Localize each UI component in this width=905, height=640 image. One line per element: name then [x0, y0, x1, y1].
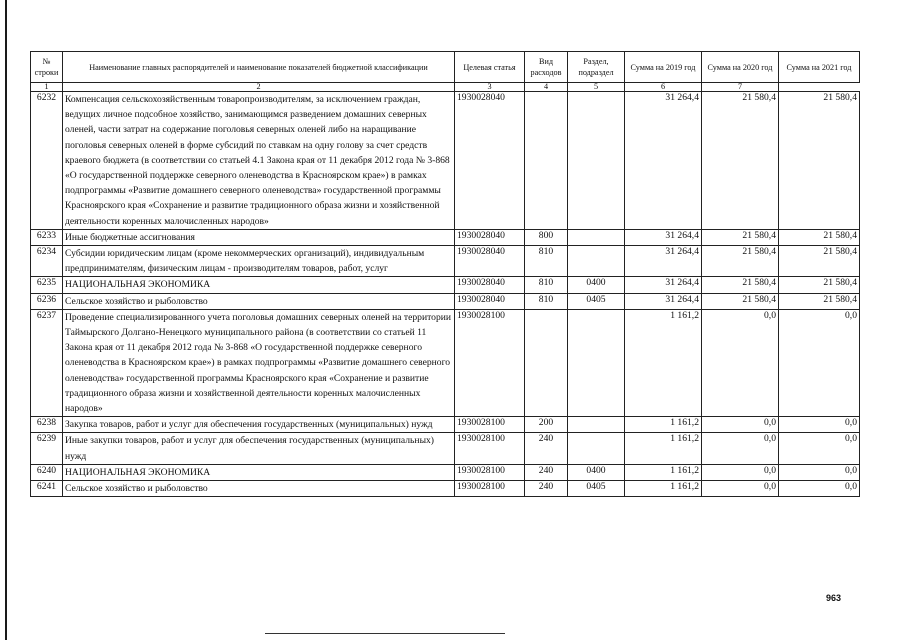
row-sum-2021: 21 580,4: [779, 246, 860, 277]
row-section: [568, 246, 625, 277]
row-section: 0405: [568, 481, 625, 497]
row-number: 6240: [31, 464, 63, 480]
table-row: [31, 417, 860, 433]
row-sum-2019: 31 264,4: [625, 246, 702, 277]
row-name: Сельское хозяйство и рыболовство: [63, 481, 455, 497]
table-row: [31, 464, 860, 480]
row-section: 0400: [568, 277, 625, 293]
row-expense-kind: 200: [525, 417, 568, 433]
row-section: 0405: [568, 293, 625, 309]
table-row: [31, 293, 860, 309]
row-expense-kind: 240: [525, 433, 568, 464]
header-target-article: Целевая статья: [455, 52, 525, 83]
row-number: 6237: [31, 309, 63, 416]
header-sum-2021: Сумма на 2021 год: [779, 52, 860, 83]
row-sum-2019: 31 264,4: [625, 92, 702, 230]
row-name: Закупка товаров, работ и услуг для обеспечения государственных (муниципальных) нужд: [63, 417, 455, 433]
row-number: 6232: [31, 92, 63, 230]
row-sum-2021: 0,0: [779, 433, 860, 464]
row-sum-2021: 21 580,4: [779, 229, 860, 245]
row-sum-2019: 1 161,2: [625, 309, 702, 416]
row-expense-kind: 240: [525, 481, 568, 497]
row-number: 6236: [31, 293, 63, 309]
row-name: Субсидии юридическим лицам (кроме некоммерческих организаций), индивидуальным предпринимателям, физическим лицам - производителям товаров, работ, услуг: [63, 246, 455, 277]
row-sum-2019: 31 264,4: [625, 229, 702, 245]
row-section: [568, 433, 625, 464]
row-target-article: 1930028040: [455, 229, 525, 245]
row-sum-2019: 1 161,2: [625, 433, 702, 464]
row-sum-2020: 21 580,4: [702, 92, 779, 230]
row-sum-2020: 21 580,4: [702, 246, 779, 277]
column-number-row: [31, 83, 860, 92]
row-section: [568, 92, 625, 230]
row-number: 6233: [31, 229, 63, 245]
row-number: 6238: [31, 417, 63, 433]
row-sum-2020: 0,0: [702, 481, 779, 497]
row-sum-2021: 0,0: [779, 417, 860, 433]
row-target-article: 1930028040: [455, 293, 525, 309]
row-section: 0400: [568, 464, 625, 480]
row-sum-2021: 0,0: [779, 309, 860, 416]
header-sum-2019: Сумма на 2019 год: [625, 52, 702, 83]
row-number: 6239: [31, 433, 63, 464]
row-target-article: 1930028040: [455, 246, 525, 277]
col-num: 5: [568, 83, 625, 92]
col-num: 4: [525, 83, 568, 92]
row-name: НАЦИОНАЛЬНАЯ ЭКОНОМИКА: [63, 277, 455, 293]
row-sum-2021: 21 580,4: [779, 92, 860, 230]
row-name: Сельское хозяйство и рыболовство: [63, 293, 455, 309]
row-sum-2020: 21 580,4: [702, 277, 779, 293]
budget-table: [30, 51, 860, 497]
table-row: [31, 277, 860, 293]
header-row-number: № строки: [31, 52, 63, 83]
row-sum-2019: 1 161,2: [625, 481, 702, 497]
row-sum-2021: 21 580,4: [779, 277, 860, 293]
table-row: [31, 309, 860, 416]
row-sum-2020: 0,0: [702, 433, 779, 464]
row-target-article: 1930028100: [455, 464, 525, 480]
row-sum-2021: 21 580,4: [779, 293, 860, 309]
header-expense-kind: Вид расходов: [525, 52, 568, 83]
table-row: [31, 246, 860, 277]
row-section: [568, 417, 625, 433]
row-name: НАЦИОНАЛЬНАЯ ЭКОНОМИКА: [63, 464, 455, 480]
col-num: 6: [625, 83, 702, 92]
col-num: 1: [31, 83, 63, 92]
row-expense-kind: 810: [525, 246, 568, 277]
row-expense-kind: 810: [525, 277, 568, 293]
row-section: [568, 309, 625, 416]
table-row: [31, 481, 860, 497]
row-name: Компенсация сельскохозяйственным товаропроизводителям, за исключением граждан, ведущих личное подсобное хозяйство, занимающимся разведением домашних северных оленей, части затрат на содержание поголовья северных оленей либо на наращивание поголовья северных оленей в форме субсидий по ставкам на одну голову за счет средств краевого бюджета (в соответствии со статьей 4.1 Закона края от 11 декабря 2012 года № 3-868 «О государственной поддержке северного оленеводства в Красноярском крае») в рамках подпрограммы «Развитие домашнего северного оленеводства» государственной программы Красноярского края «Сохранение и развитие традиционного образа жизни и хозяйственной деятельности коренных малочисленных народов»: [63, 92, 455, 230]
col-num: 7: [702, 83, 779, 92]
col-num: 2: [63, 83, 455, 92]
header-section: Раздел, подраздел: [568, 52, 625, 83]
header-row: [31, 52, 860, 83]
row-sum-2020: 0,0: [702, 417, 779, 433]
row-target-article: 1930028040: [455, 92, 525, 230]
row-sum-2020: 0,0: [702, 309, 779, 416]
row-target-article: 1930028100: [455, 309, 525, 416]
col-num: 3: [455, 83, 525, 92]
row-number: 6235: [31, 277, 63, 293]
row-sum-2019: 31 264,4: [625, 293, 702, 309]
row-sum-2019: 1 161,2: [625, 464, 702, 480]
table-row: [31, 92, 860, 230]
row-target-article: 1930028040: [455, 277, 525, 293]
row-sum-2020: 21 580,4: [702, 229, 779, 245]
row-expense-kind: 810: [525, 293, 568, 309]
row-target-article: 1930028100: [455, 433, 525, 464]
row-name: Проведение специализированного учета поголовья домашних северных оленей на территории Таймырского Долгано-Ненецкого муниципального района (в соответствии со статьей 11 Закона края от 11 декабря 2012 года № 3-868 «О государственной поддержке северного оленеводства в Красноярском крае») в рамках подпрограммы «Развитие домашнего северного оленеводства» государственной программы Красноярского края «Сохранение и развитие традиционного образа жизни и хозяйственной деятельности коренных малочисленных народов»: [63, 309, 455, 416]
header-sum-2020: Сумма на 2020 год: [702, 52, 779, 83]
row-expense-kind: [525, 92, 568, 230]
row-sum-2020: 0,0: [702, 464, 779, 480]
row-name: Иные бюджетные ассигнования: [63, 229, 455, 245]
row-number: 6234: [31, 246, 63, 277]
row-sum-2020: 21 580,4: [702, 293, 779, 309]
row-expense-kind: [525, 309, 568, 416]
row-sum-2021: 0,0: [779, 464, 860, 480]
row-target-article: 1930028100: [455, 417, 525, 433]
header-name: Наименование главных распорядителей и наименование показателей бюджетной классификации: [63, 52, 455, 83]
row-number: 6241: [31, 481, 63, 497]
row-expense-kind: 800: [525, 229, 568, 245]
row-sum-2021: 0,0: [779, 481, 860, 497]
row-expense-kind: 240: [525, 464, 568, 480]
table-row: [31, 229, 860, 245]
scan-edge-line: [5, 0, 7, 640]
row-name: Иные закупки товаров, работ и услуг для обеспечения государственных (муниципальных) нужд: [63, 433, 455, 464]
row-sum-2019: 31 264,4: [625, 277, 702, 293]
scan-bottom-line: [265, 633, 505, 634]
page-number: 963: [826, 593, 842, 603]
row-section: [568, 229, 625, 245]
table-row: [31, 433, 860, 464]
row-target-article: 1930028100: [455, 481, 525, 497]
row-sum-2019: 1 161,2: [625, 417, 702, 433]
